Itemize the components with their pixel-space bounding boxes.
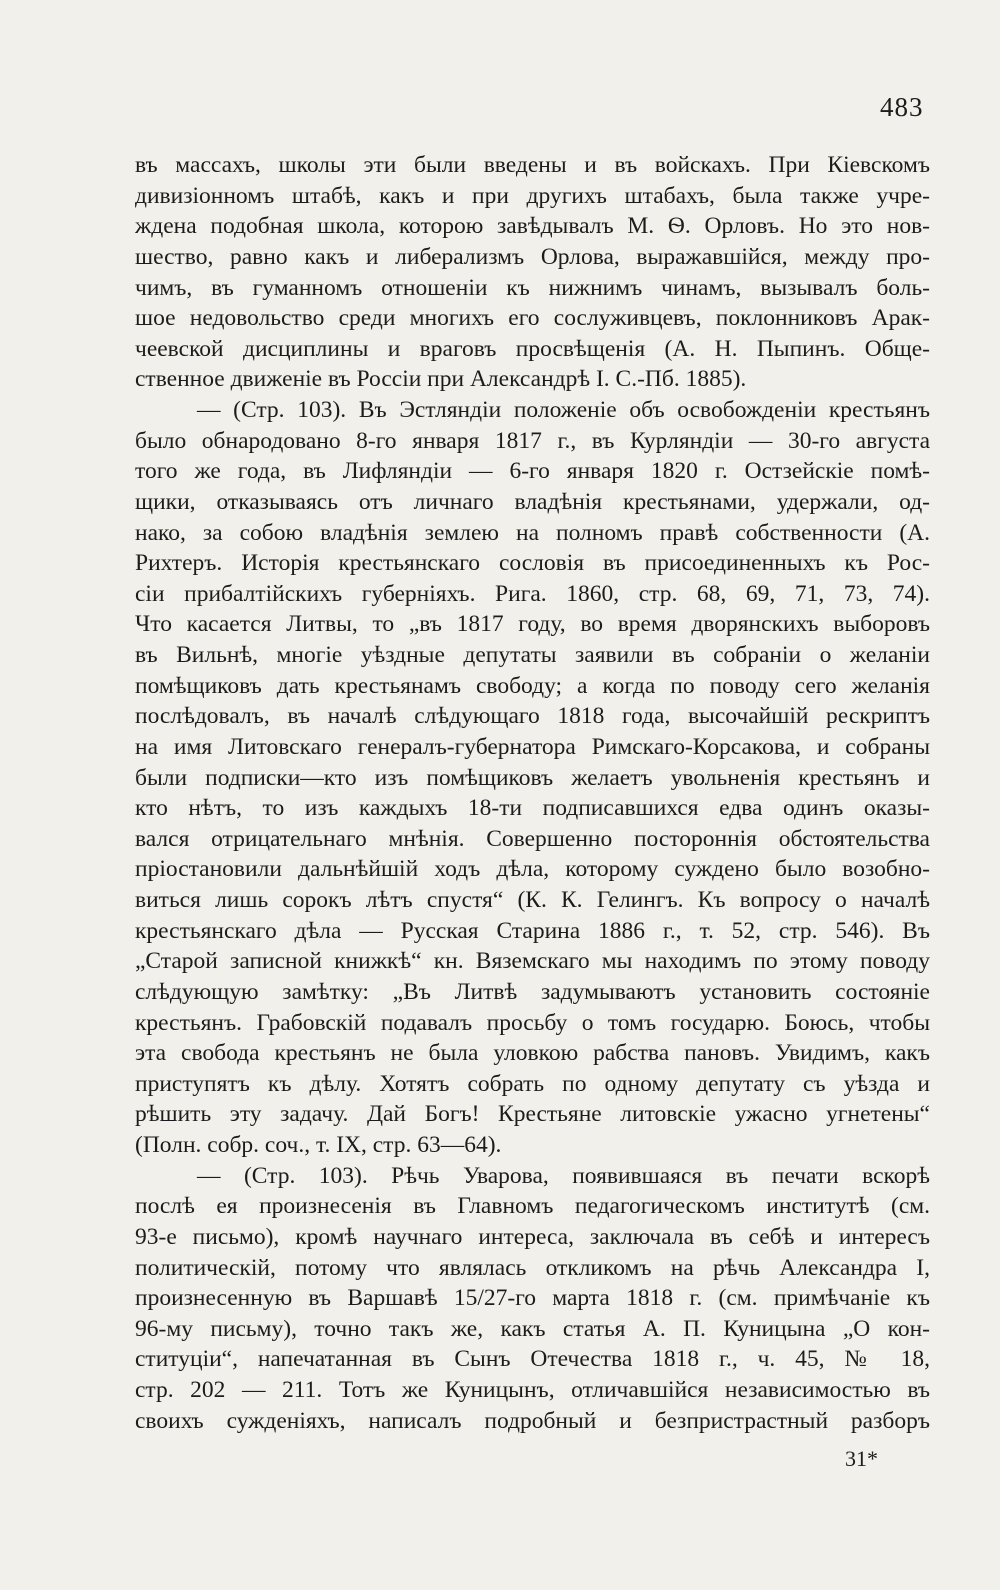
text-line: чимъ, въ гуманномъ отношеніи къ нижнимъ чинамъ, вызывалъ боль- xyxy=(135,274,930,301)
text-line: въ массахъ, школы эти были введены и въ войскахъ. При Кіевскомъ xyxy=(135,152,930,178)
signature-mark: 31* xyxy=(845,1446,878,1471)
text-line: сіи прибалтійскихъ губерніяхъ. Рига. 1860, стр. 68, 69, 71, 73, 74). xyxy=(135,580,930,607)
text-line: кто нѣтъ, то изъ каждыхъ 18-ти подписавшихся едва одинъ оказы- xyxy=(135,795,930,822)
text-line: шое недовольство среди многихъ его сослуживцевъ, поклонниковъ Арак- xyxy=(135,305,930,332)
text-line: ждена подобная школа, которою завѣдывалъ М. Ѳ. Орловъ. Но это нов- xyxy=(135,213,930,240)
text-line: ственное движеніе въ Россіи при Александрѣ I. С.-Пб. 1885). xyxy=(135,366,747,393)
text-line: вался отрицательнаго мнѣнія. Совершенно постороннія обстоятельства xyxy=(135,825,930,852)
text-line: были подписки—кто изъ помѣщиковъ желаетъ увольненія крестьянъ и xyxy=(135,764,930,791)
text-line: ституціи“, напечатанная въ Сынъ Отечества 1818 г., ч. 45, № 18, xyxy=(135,1346,930,1373)
text-line: было обнародовано 8-го января 1817 г., въ Курляндіи — 30-го августа xyxy=(135,427,930,454)
text-line: слѣдующую замѣтку: „Въ Литвѣ задумываютъ установить состояніе xyxy=(135,978,930,1005)
text-line: „Старой записной книжкѣ“ кн. Вяземскаго мы находимъ по этому поводу xyxy=(135,948,930,975)
text-line: 93-е письмо), кромѣ научнаго интереса, заключала въ себѣ и интересъ xyxy=(135,1223,930,1250)
text-line: рѣшить эту задачу. Дай Богъ! Крестьяне литовскіе ужасно угнетены“ xyxy=(135,1101,930,1128)
text-line: чеевской дисциплины и враговъ просвѣщенія (А. Н. Пыпинъ. Обще- xyxy=(135,335,930,362)
text-line: послѣдовалъ, въ началѣ слѣдующаго 1818 года, высочайшій рескриптъ xyxy=(135,703,930,730)
text-line: щики, отказываясь отъ личнаго владѣнія крестьянами, удержали, од- xyxy=(135,488,930,515)
text-line: пріостановили дальнѣйшій ходъ дѣла, которому суждено было возобно- xyxy=(135,856,930,883)
text-line: виться лишь сорокъ лѣтъ спустя“ (К. К. Гелингъ. Къ вопросу о началѣ xyxy=(135,887,930,913)
text-line: эта свобода крестьянъ не была уловкою рабства пановъ. Увидимъ, какъ xyxy=(135,1040,930,1067)
text-line: произнесенную въ Варшавѣ 15/27-го марта 1818 г. (см. примѣчаніе къ xyxy=(135,1285,930,1312)
page-number: 483 xyxy=(880,92,924,122)
text-line: стр. 202 — 211. Тотъ же Куницынъ, отличавшійся независимостью въ xyxy=(135,1377,930,1403)
text-line: (Полн. собр. соч., т. IX, стр. 63—64). xyxy=(135,1132,502,1158)
text-line: политическій, потому что являлась откликомъ на рѣчь Александра I, xyxy=(135,1254,930,1281)
text-line: приступятъ къ дѣлу. Хотятъ собрать по одному депутату съ уѣзда и xyxy=(135,1070,930,1097)
text-line: помѣщиковъ дать крестьянамъ свободу; а когда по поводу сего желанія xyxy=(135,672,930,699)
text-line: своихъ сужденіяхъ, написалъ подробный и безпристрастный разборъ xyxy=(135,1407,930,1434)
text-line: послѣ ея произнесенія въ Главномъ педагогическомъ институтѣ (см. xyxy=(135,1193,930,1220)
text-line: въ Вильнѣ, многіе уѣздные депутаты заявили въ собраніи о желаніи xyxy=(135,642,930,668)
text-line: Что касается Литвы, то „въ 1817 году, во время дворянскихъ выборовъ xyxy=(135,611,930,638)
text-line: крестьянъ. Грабовскій подавалъ просьбу о томъ государю. Боюсь, чтобы xyxy=(135,1009,930,1036)
text-line: Рихтеръ. Исторія крестьянскаго сословія въ присоединенныхъ къ Рос- xyxy=(135,550,930,577)
text-line: того же года, въ Лифляндіи — 6-го января 1820 г. Остзейскіе помѣ- xyxy=(135,458,930,485)
text-line: дивизіонномъ штабѣ, какъ и при другихъ штабахъ, была также учре- xyxy=(135,182,930,209)
text-line: — (Стр. 103). Въ Эстляндіи положеніе объ освобожденіи крестьянъ xyxy=(197,397,930,423)
text-line: крестьянскаго дѣла — Русская Старина 1886 г., т. 52, стр. 546). Въ xyxy=(135,917,930,944)
text-line: шество, равно какъ и либерализмъ Орлова, выражавшійся, между про- xyxy=(135,243,930,270)
text-line: 96-му письму), точно такъ же, какъ статья А. П. Куницына „О кон- xyxy=(135,1315,930,1342)
text-line: нако, за собою владѣнія землею на полномъ правѣ собственности (А. xyxy=(135,519,930,546)
text-line: на имя Литовскаго генералъ-губернатора Римскаго-Корсакова, и собраны xyxy=(135,733,930,760)
body-text xyxy=(135,150,930,1436)
text-line: — (Стр. 103). Рѣчь Уварова, появившаяся въ печати вскорѣ xyxy=(197,1162,930,1189)
